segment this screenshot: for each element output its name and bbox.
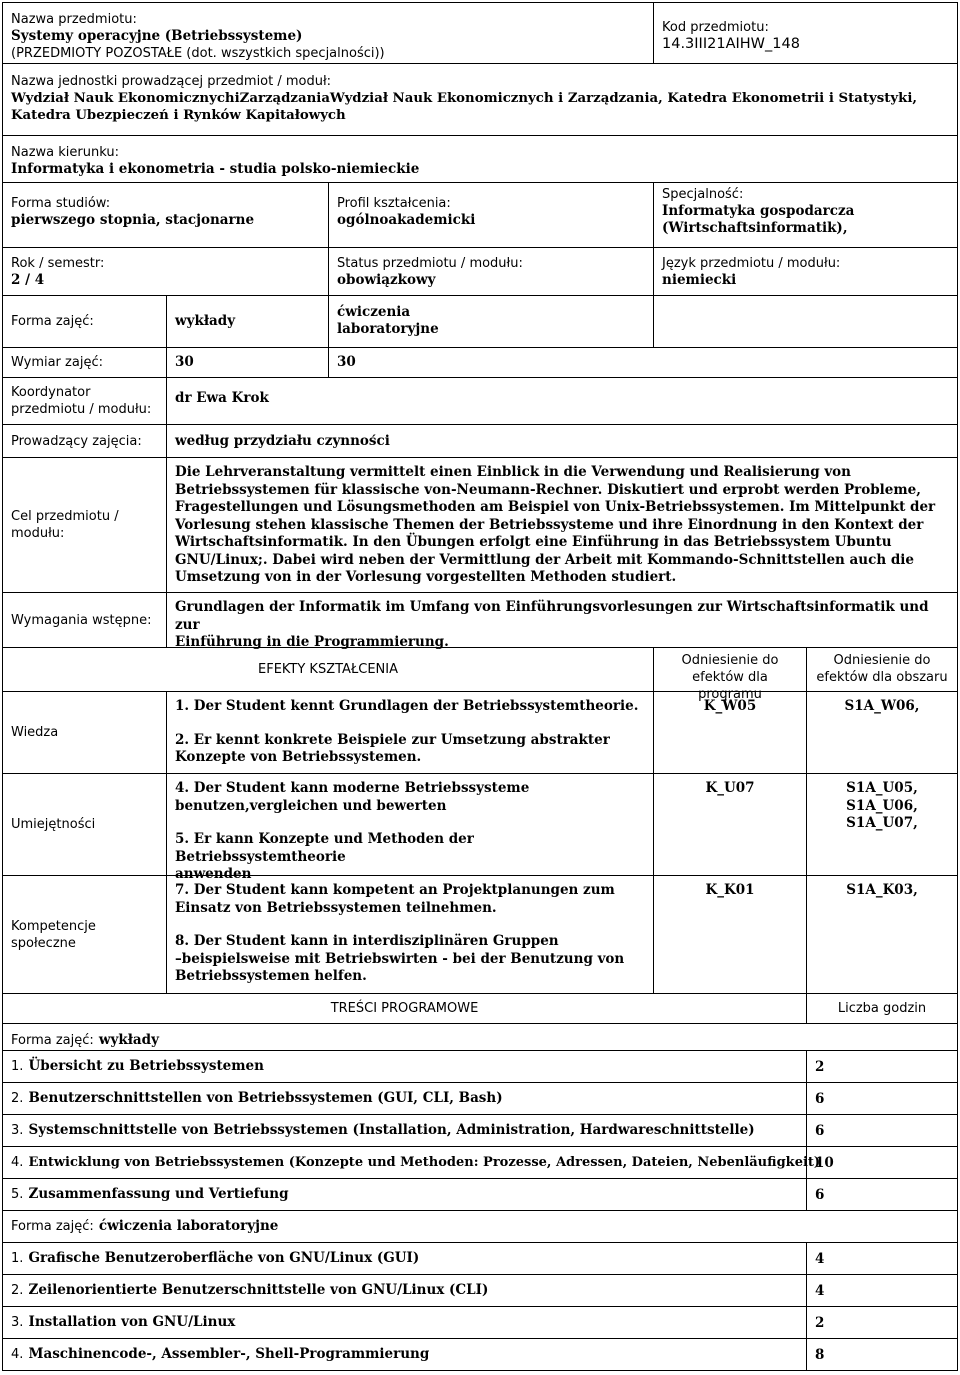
year-value: 2 / 4 [11,272,45,288]
topic-row [2,1275,958,1307]
specialty-value-line1: Informatyka gospodarcza [662,203,855,219]
topic-number: 2. [11,1283,24,1298]
goal-line: Fragestellungen und Lösungsmethoden am Beispiel von Unix-Betriebssystemen. Im Mittelpunkt der [175,499,936,515]
class-form-label: Forma zajęć: [11,314,94,329]
direction-value: Informatyka i ekonometria - studia polsko-niemieckie [11,161,420,177]
goal-line: Umsetzung von in der Vorlesung vorgestellten Methoden studiert. [175,569,677,585]
effect-item-line: 4. Der Student kann moderne Betriebssysteme [175,780,530,796]
effect-item-line: 8. Der Student kann in interdisziplinären Gruppen [175,933,559,949]
topic-number: 5. [11,1187,24,1202]
area-ref-header-line2: efektów dla obszaru [816,670,948,685]
effect-item-line: anwenden [175,866,252,882]
class-form-lab-line1: ćwiczenia [337,304,411,320]
effects-group-skills [2,774,958,882]
hours-lecture: 30 [175,354,194,370]
goal-line: Die Lehrveranstaltung vermittelt einen Einblick in die Verwendung und Realisierung von [175,464,852,480]
effects-group-competences [2,876,958,994]
requirements-row [2,593,958,648]
teachers-value: według przydziału czynności [175,432,390,449]
topic-hours: 4 [815,1250,825,1267]
teachers-row [2,425,958,458]
goal-line: Betriebssystemen für klassische von-Neumann-Rechner. Diskutiert und erprobt werden Probleme, [175,481,921,498]
study-form-value: pierwszego stopnia, stacjonarne [11,212,255,228]
effect-area-ref: S1A_U05, [846,780,918,796]
hours-lab: 30 [337,354,356,370]
content-section-lectures [2,1024,958,1051]
coordinator-label-line2: przedmiotu / modułu: [11,402,152,417]
form-profile-row [2,183,958,248]
topic-title: Systemschnittstelle von Betriebssystemen (Installation, Administration, Hardwareschnittstelle) [28,1122,755,1138]
subject-code: 14.3III21AIHW_148 [662,36,800,52]
header-row [2,2,958,64]
effect-item-line: 5. Er kann Konzepte und Methoden der Betriebssystemtheorie [175,831,474,865]
effect-program-ref: K_W05 [703,698,757,714]
content-form-label: Forma zajęć: [11,1032,94,1048]
language-value: niemiecki [662,272,737,288]
requirements-line: Einführung in die Programmierung. [175,634,449,650]
class-form-lecture: wykłady [175,313,236,329]
hours-label: Wymiar zajęć: [11,355,103,370]
hours-header: Liczba godzin [837,1001,927,1016]
direction-row [2,136,958,183]
year-label: Rok / semestr: [11,256,105,271]
subject-group: (PRZEDMIOTY POZOSTAŁE (dot. wszystkich specjalności)) [11,46,385,61]
year-status-row [2,248,958,296]
topic-hours: 2 [815,1314,825,1331]
hours-row [2,348,958,378]
topic-number: 1. [11,1059,24,1074]
topic-title: Zeilenorientierte Benutzerschnittstelle von GNU/Linux (CLI) [28,1282,489,1298]
topic-hours: 6 [815,1122,825,1139]
effects-group-knowledge [2,692,958,774]
status-label: Status przedmiotu / modułu: [337,256,523,271]
effect-program-ref: K_K01 [705,882,755,898]
topic-row [2,1051,958,1083]
topic-row [2,1083,958,1115]
goal-line: GNU/Linux;. Dabei wird neben der Vermittlung der Arbeit mit Kommando-Schnittstellen auch die [175,551,915,568]
requirements-line: Grundlagen der Informatik im Umfang von Einführungsvorlesungen zur Wirtschaftsinformatik und zur [175,599,929,633]
profile-value: ogólnoakademicki [337,212,476,228]
content-form-value: ćwiczenia laboratoryjne [98,1218,279,1234]
class-form-row [2,296,958,348]
program-ref-header-line2: efektów dla programu [692,670,768,702]
topic-number: 3. [11,1123,24,1138]
effect-program-ref: K_U07 [705,780,755,796]
effect-item-line: Einsatz von Betriebssystemen teilnehmen. [175,899,497,916]
topic-number: 2. [11,1091,24,1106]
coordinator-value: dr Ewa Krok [175,390,269,406]
content-header-row [2,994,958,1024]
content-form-value: wykłady [98,1031,159,1048]
status-value: obowiązkowy [337,272,436,288]
goal-label-line1: Cel przedmiotu / [11,509,119,524]
topic-row [2,1147,958,1179]
effects-header: EFEKTY KSZTAŁCENIA [258,662,398,677]
coordinator-label-line1: Koordynator [11,385,91,400]
effect-item-line: Betriebssystemen helfen. [175,968,367,984]
content-section-labs [2,1211,958,1243]
topic-hours: 8 [815,1346,825,1363]
goal-line: Wirtschaftsinformatik. In den Übungen erfolgt eine Einführung in das Betriebssystem Ubuntu [175,534,892,550]
content-form-label: Forma zajęć: [11,1219,94,1234]
unit-row [2,64,958,136]
class-form-lab-line2: laboratoryjne [337,321,439,337]
topic-row [2,1115,958,1147]
topic-title: Grafische Benutzeroberfläche von GNU/Linux (GUI) [28,1250,420,1266]
topic-hours: 4 [815,1282,825,1299]
topic-row [2,1307,958,1339]
content-header: TREŚCI PROGRAMOWE [330,1001,479,1016]
topic-hours: 10 [815,1154,834,1171]
effect-item-line: benutzen,vergleichen und bewerten [175,797,447,814]
direction-label: Nazwa kierunku: [11,145,119,160]
coordinator-row [2,378,958,425]
effect-category: Kompetencje społeczne [11,918,96,951]
subject-code-label: Kod przedmiotu: [662,20,769,35]
topic-title: Maschinencode-, Assembler-, Shell-Programmierung [28,1346,430,1362]
effect-area-ref: S1A_U07, [846,815,918,831]
topic-row [2,1179,958,1211]
effect-category: Wiedza [11,725,59,740]
topic-row [2,1339,958,1371]
effect-item-line: Konzepte von Betriebssystemen. [175,749,422,765]
topic-title: Zusammenfassung und Vertiefung [28,1186,289,1202]
effect-item-line: 1. Der Student kennt Grundlagen der Betriebssystemtheorie. [175,698,639,714]
effect-area-ref: S1A_K03, [846,882,918,898]
topic-number: 3. [11,1315,24,1330]
topic-hours: 2 [815,1058,825,1075]
effect-area-ref: S1A_W06, [844,698,920,714]
goal-line: Vorlesung stehen klassische Themen der Betriebssysteme und ihre Einordnung in den Kontext der [175,516,924,533]
topic-title: Übersicht zu Betriebssystemen [28,1058,264,1074]
topic-number: 4. [11,1347,24,1362]
requirements-label: Wymagania wstępne: [11,612,152,628]
specialty-label: Specjalność: [662,187,744,202]
subject-name-label: Nazwa przedmiotu: [11,12,137,27]
effects-header-row [2,648,958,702]
topic-hours: 6 [815,1186,825,1203]
topic-title: Entwicklung von Betriebssystemen (Konzepte und Methoden: Prozesse, Adressen, Dateien, Nebenläufigkeit) [28,1155,821,1170]
topic-title: Benutzerschnittstellen von Betriebssystemen (GUI, CLI, Bash) [28,1090,503,1106]
specialty-value-line2: (Wirtschaftsinformatik), [662,220,848,236]
effect-item-line: 7. Der Student kann kompetent an Projektplanungen zum [175,882,615,898]
profile-label: Profil kształcenia: [337,196,451,211]
topic-hours: 6 [815,1090,825,1107]
goal-row [2,458,958,593]
effect-area-ref: S1A_U06, [846,797,918,814]
effect-item-line: 2. Er kennt konkrete Beispiele zur Umsetzung abstrakter [175,731,610,748]
topic-row [2,1243,958,1275]
unit-label: Nazwa jednostki prowadzącej przedmiot / moduł: [11,74,332,89]
syllabus-sheet [2,2,958,1371]
topic-number: 4. [11,1155,24,1170]
teachers-label: Prowadzący zajęcia: [11,433,142,449]
program-ref-header-line1: Odniesienie do [681,653,779,668]
unit-value: Wydział Nauk EkonomicznychiZarządzaniaWydział Nauk Ekonomicznych i Zarządzania, Katedra Ekonometrii i Statystyki, Katedra Ubezpieczeń i Rynków Kapitałowych [11,91,918,123]
topic-number: 1. [11,1251,24,1266]
effect-item-line: –beispielsweise mit Betriebswirten - bei der Benutzung von [175,950,625,967]
goal-label-line2: modułu: [11,526,65,541]
topic-title: Installation von GNU/Linux [28,1314,236,1330]
effect-category: Umiejętności [11,817,96,832]
subject-name: Systemy operacyjne (Betriebssysteme) [11,28,303,44]
language-label: Język przedmiotu / modułu: [662,256,841,271]
study-form-label: Forma studiów: [11,196,111,211]
area-ref-header-line1: Odniesienie do [833,653,931,668]
